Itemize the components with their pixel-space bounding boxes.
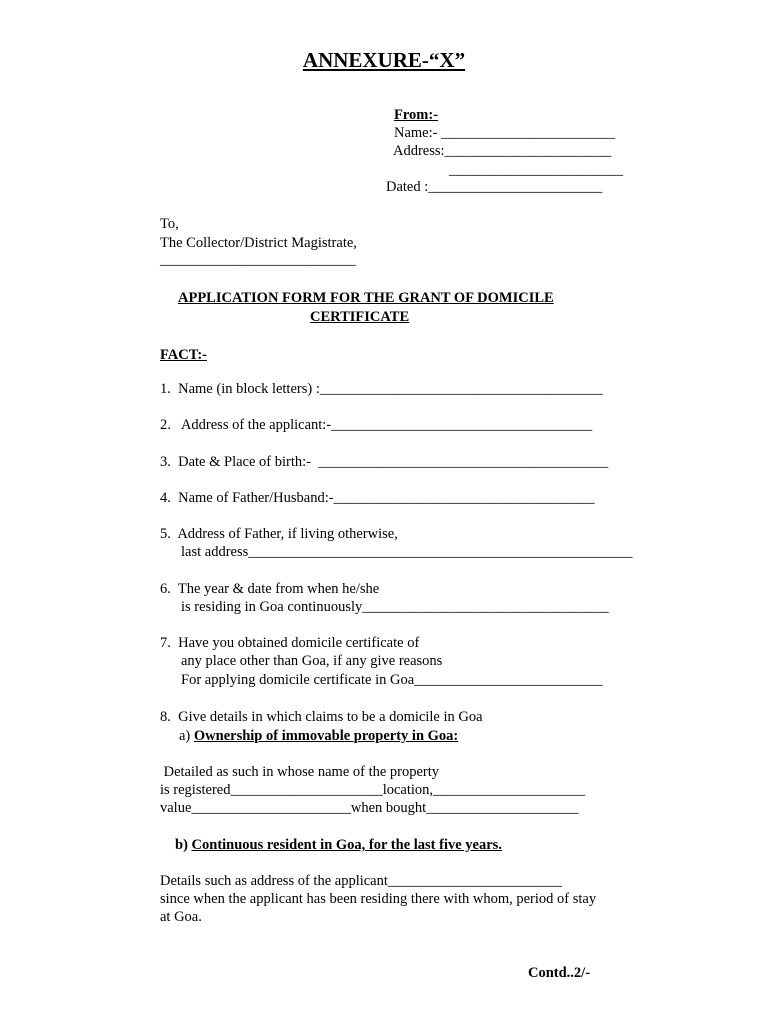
section-b-line1: Details such as address of the applicant________________________ — [160, 873, 562, 889]
item-7-line3: For applying domicile certificate in Goa__________________________ — [181, 672, 603, 688]
section-b-prefix: b) — [175, 837, 192, 853]
to-blank: ___________________________ — [160, 252, 356, 268]
facts-heading: FACT:- — [160, 347, 207, 363]
item-2: 2. Address of the applicant:-____________________________________ — [160, 417, 593, 433]
item-7-line1: 7. Have you obtained domicile certificate of — [160, 635, 420, 651]
section-b-heading-row — [175, 836, 502, 854]
to-addressee: The Collector/District Magistrate, — [160, 235, 357, 251]
section-b-line3: at Goa. — [160, 909, 202, 925]
section-a-line1: Detailed as such in whose name of the property — [160, 764, 440, 780]
section-a-line2: is registered_____________________location,_____________________ — [160, 782, 586, 798]
item-5-line1: 5. Address of Father, if living otherwise, — [160, 526, 398, 542]
from-address-line: Address:_______________________ — [393, 143, 612, 159]
item-6-line1: 6. The year & date from when he/she — [160, 581, 380, 597]
to-label: To, — [160, 216, 179, 232]
item-7-line2: any place other than Goa, if any give reasons — [181, 653, 443, 669]
continued-footer: Contd..2/- — [528, 965, 591, 981]
section-a-line3: value______________________when bought_____________________ — [160, 800, 579, 816]
section-a-prefix: a) — [179, 728, 194, 744]
form-title-line2: CERTIFICATE — [310, 309, 410, 325]
from-address-cont: ________________________ — [449, 162, 623, 178]
annexure-title: ANNEXURE-“X” — [302, 48, 466, 72]
from-heading: From:- — [394, 107, 439, 123]
item-5-line2: last address_____________________________________________________ — [181, 544, 633, 560]
form-title-line1: APPLICATION FORM FOR THE GRANT OF DOMICILE — [178, 290, 554, 306]
section-b-heading: Continuous resident in Goa, for the last five years. — [191, 837, 502, 853]
item-8: 8. Give details in which claims to be a domicile in Goa — [160, 709, 483, 725]
section-a-heading-row — [179, 727, 458, 745]
section-a-heading: Ownership of immovable property in Goa: — [193, 728, 459, 744]
from-dated-line: Dated :________________________ — [386, 179, 603, 195]
item-3: 3. Date & Place of birth:- ________________________________________ — [160, 454, 609, 470]
item-1: 1. Name (in block letters) :_______________________________________ — [160, 381, 603, 397]
from-name-line: Name:- ________________________ — [394, 125, 616, 141]
item-6-line2: is residing in Goa continuously__________________________________ — [181, 599, 609, 615]
item-4: 4. Name of Father/Husband:-____________________________________ — [160, 490, 595, 506]
section-b-line2: since when the applicant has been residing there with whom, period of stay — [160, 891, 597, 907]
